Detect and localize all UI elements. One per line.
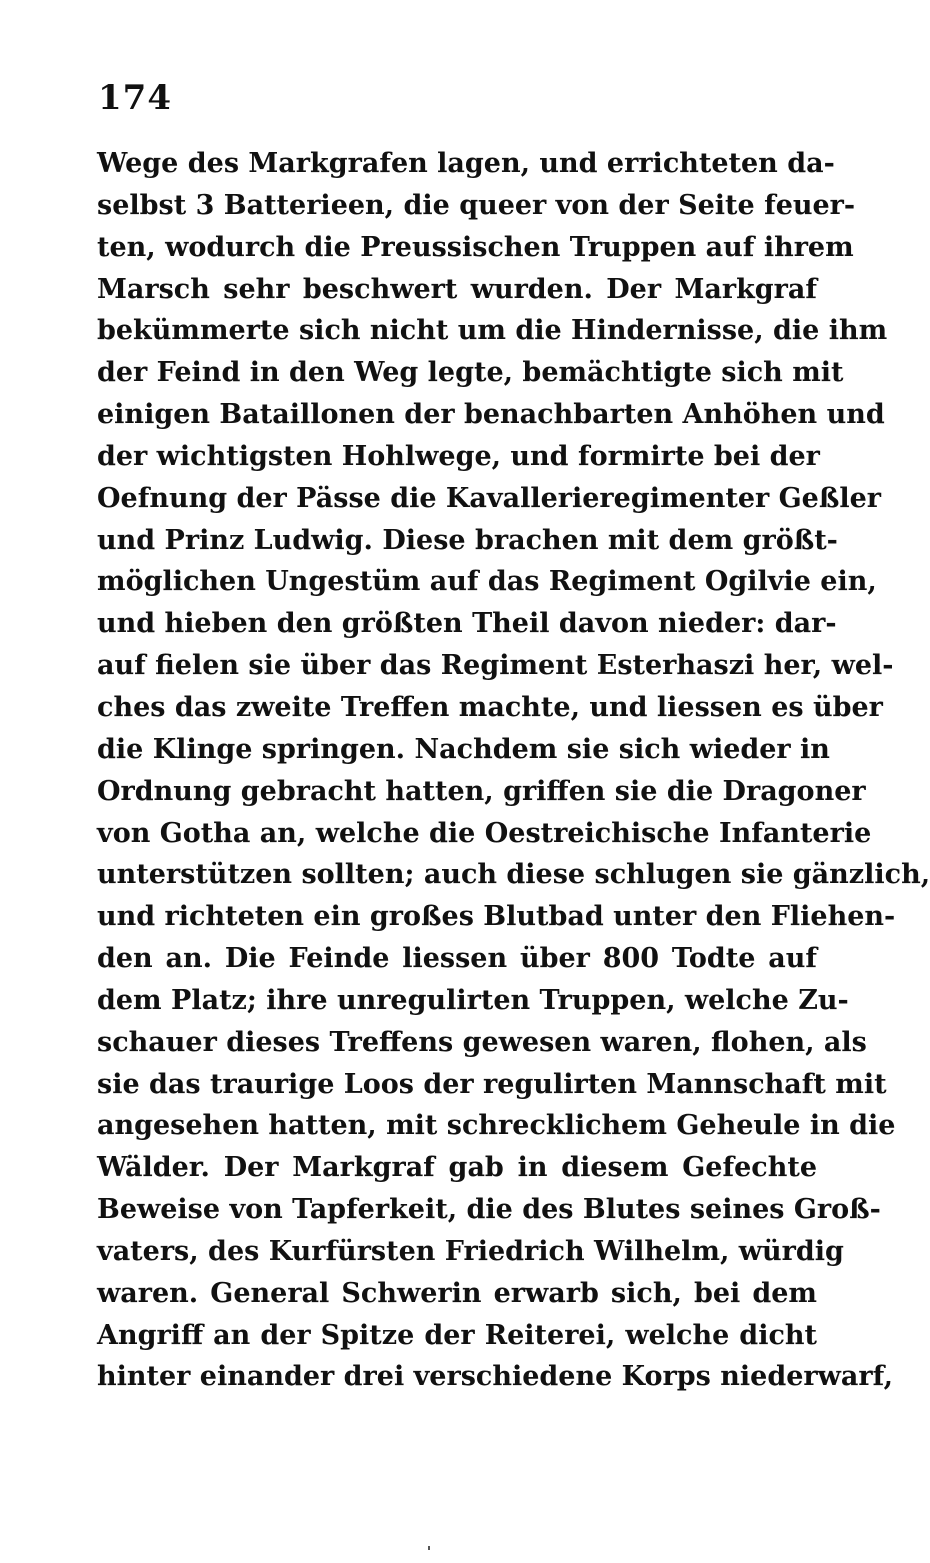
text-line: Ordnung gebracht hatten, griffen sie die Dragoner [97,775,866,807]
text-line: ten, wodurch die Preussischen Truppen auf ihrem [97,231,854,263]
text-line: angesehen hatten, mit schrecklichem Geheule in die [97,1110,896,1142]
text-line: schauer dieses Treffens gewesen waren, flohen, als [97,1026,867,1058]
text-line: Wälder. Der Markgraf gab in diesem Gefechte [97,1152,817,1184]
text-line: der wichtigsten Hohlwege, und formirte bei der [97,440,820,472]
text-line: hinter einander drei verschiedene Korps niederwarf, [97,1361,893,1393]
text-line: auf fielen sie über das Regiment Esterhaszi her, wel- [97,650,894,682]
text-line: und Prinz Ludwig. Diese brachen mit dem größt- [97,524,838,556]
paper-speck [428,1546,430,1550]
text-line: bekümmerte sich nicht um die Hindernisse, die ihm [97,315,888,347]
text-line: und hieben den größten Theil davon nieder: dar- [97,608,837,640]
text-line: Wege des Markgrafen lagen, und errichteten da- [97,148,835,179]
text-line: möglichen Ungestüm auf das Regiment Ogilvie ein, [97,566,877,598]
text-line: Beweise von Tapferkeit, die des Blutes seines Groß- [97,1194,881,1226]
text-line: der Feind in den Weg legte, bemächtigte sich mit [97,357,844,389]
text-line: von Gotha an, welche die Oestreichische Infanterie [97,817,872,849]
text-line: Angriff an der Spitze der Reiterei, welche dicht [97,1319,817,1351]
text-line: dem Platz; ihre unregulirten Truppen, welche Zu- [97,984,849,1016]
text-line: Oefnung der Pässe die Kavallerieregimenter Geßler [97,482,882,514]
text-line: einigen Bataillonen der benachbarten Anhöhen und [97,399,885,431]
text-line: ches das zweite Treffen machte, und liessen es über [97,691,883,723]
text-line: selbst 3 Batterieen, die queer von der Seite feuer- [97,189,856,221]
text-line: vaters, des Kurfürsten Friedrich Wilhelm, würdig [97,1235,844,1267]
text-line: unterstützen sollten; auch diese schlugen sie gänzlich, [97,859,930,891]
text-line: Marsch sehr beschwert wurden. Der Markgraf [97,273,817,305]
text-line: den an. Die Feinde liessen über 800 Todte auf [97,943,817,975]
body-text [97,143,930,1398]
text-line: sie das traurige Loos der regulirten Mannschaft mit [97,1068,887,1100]
text-line: und richteten ein großes Blutbad unter den Fliehen- [97,901,896,933]
page-number: 174 [98,78,172,118]
text-line: waren. General Schwerin erwarb sich, bei dem [97,1277,817,1309]
text-line: die Klinge springen. Nachdem sie sich wieder in [97,733,830,765]
